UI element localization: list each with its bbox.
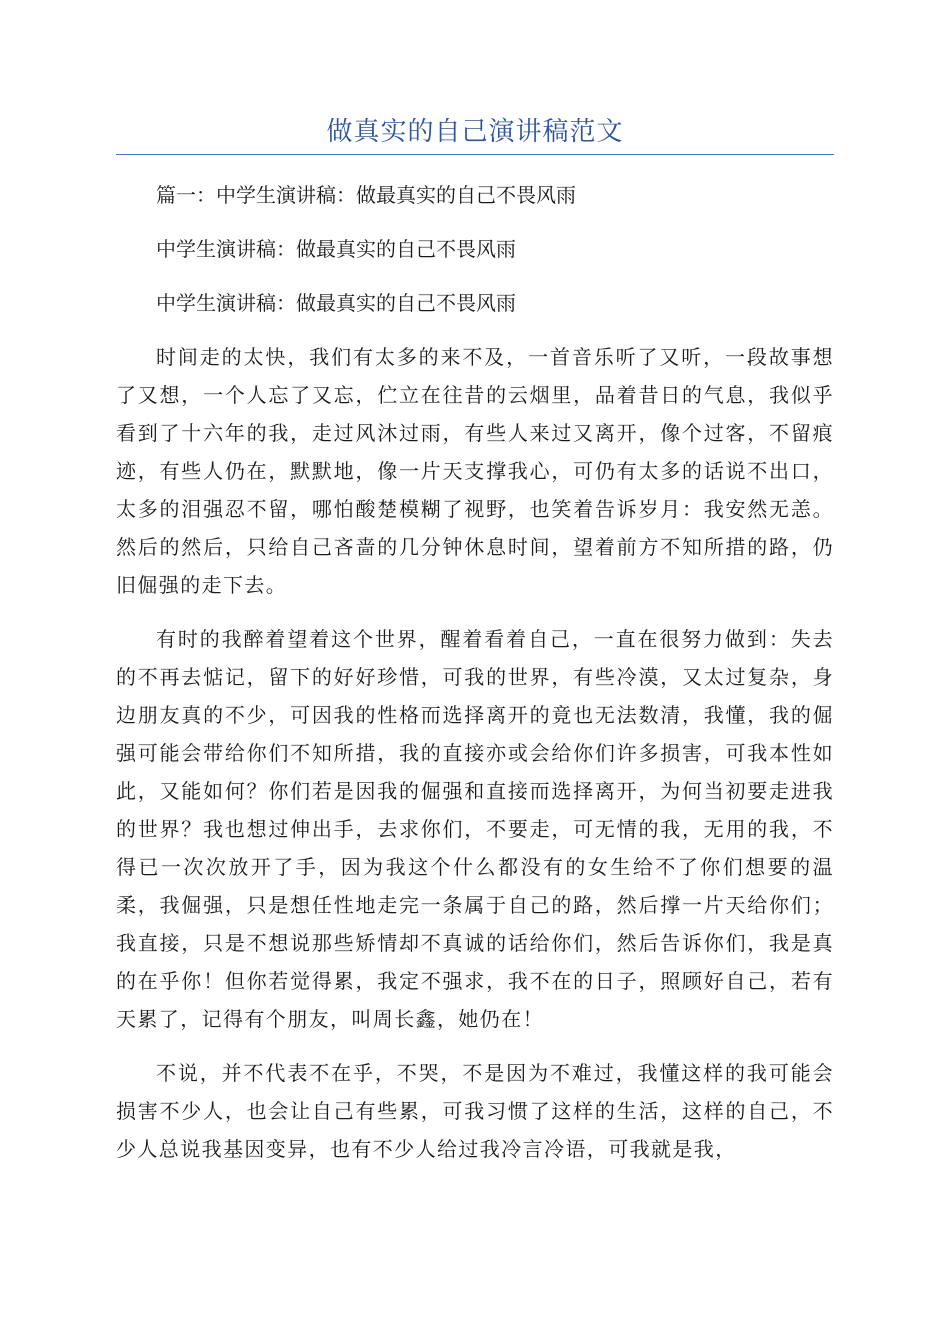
body-paragraph: 有时的我醉着望着这个世界，醒着看着自己，一直在很努力做到：失去的不再去惦记，留下的好好珍惜，可我的世界，有些冷漠，又太过复杂，身边朋友真的不少，可因我的性格而选择离开的竟也无法数清，我懂，我的倔强可能会带给你们不知所措，我的直接亦或会给你们许多损害，可我本性如此，又能如何？你们若是因我的倔强和直接而选择离开，为何当初要走进我的世界？我也想过伸出手，去求你们，不要走，可无情的我，无用的我，不得已一次次放开了手，因为我这个什么都没有的女生给不了你们想要的温柔，我倔强，只是想任性地走完一条属于自己的路，然后撑一片天给你们；我直接，只是不想说那些矫情却不真诚的话给你们，然后告诉你们，我是真的在乎你！但你若觉得累，我定不强求，我不在的日子，照顾好自己，若有天累了，记得有个朋友，叫周长鑫，她仍在！: [116, 627, 834, 1031]
title-underline: [116, 154, 834, 155]
document-title: 做真实的自己演讲稿范文: [326, 117, 624, 147]
speech-title-line: 中学生演讲稿：做最真实的自己不畏风雨: [156, 237, 516, 261]
document-body: [116, 176, 834, 1184]
body-paragraph: 不说，并不代表不在乎，不哭，不是因为不难过，我懂这样的我可能会损害不少人，也会让自己有些累，可我习惯了这样的生活，这样的自己，不少人总说我基因变异，也有不少人给过我冷言冷语，可我就是我，: [116, 1061, 834, 1161]
section-heading: 篇一：中学生演讲稿：做最真实的自己不畏风雨: [156, 183, 576, 207]
speech-title-line: 中学生演讲稿：做最真实的自己不畏风雨: [156, 291, 516, 315]
body-paragraph: 时间走的太快，我们有太多的来不及，一首音乐听了又听，一段故事想了又想，一个人忘了又忘，伫立在往昔的云烟里，品着昔日的气息，我似乎看到了十六年的我，走过风沐过雨，有些人来过又离开，像个过客，不留痕迹，有些人仍在，默默地，像一片天支撑我心，可仍有太多的话说不出口，太多的泪强忍不留，哪怕酸楚模糊了视野，也笑着告诉岁月：我安然无恙。然后的然后，只给自己吝啬的几分钟休息时间，望着前方不知所措的路，仍旧倔强的走下去。: [116, 345, 834, 597]
